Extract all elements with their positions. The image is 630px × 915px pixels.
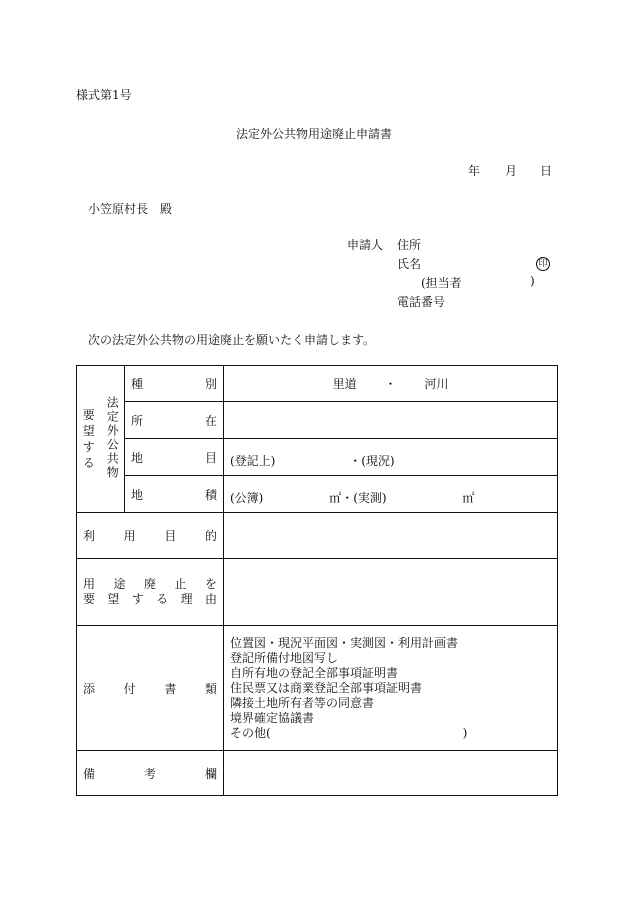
- row-reason: [77, 559, 558, 626]
- row-purpose: [77, 513, 558, 559]
- row-lot: [77, 439, 558, 476]
- date-day: 日: [540, 164, 553, 178]
- lot-value[interactable]: (登記上) ・(現況): [224, 439, 558, 476]
- attachment-item: 登記所備付地図写し: [230, 650, 339, 665]
- attachment-item: 位置図・現況平面図・実測図・利用計画書: [230, 635, 459, 650]
- purpose-label: 利 用 目 的: [77, 513, 224, 559]
- area-value[interactable]: (公簿) ㎡・(実測) ㎡: [224, 476, 558, 513]
- area-label: 地 積: [125, 476, 224, 513]
- type-label: 種 別: [125, 366, 224, 402]
- name-label: 氏名: [397, 257, 422, 271]
- type-value[interactable]: 里道 ・ 河川: [224, 366, 558, 402]
- intro-text: 次の法定外公共物の用途廃止を願いたく申請します。: [88, 333, 376, 347]
- row-attachments: [77, 626, 558, 751]
- application-table: [76, 365, 558, 796]
- location-value[interactable]: [224, 402, 558, 439]
- attachment-item: 隣接土地所有者等の同意書: [230, 695, 375, 710]
- row-location: [77, 402, 558, 439]
- attach-label: 添 付 書 類: [77, 626, 224, 751]
- date-month: 月: [505, 164, 518, 178]
- row-area: [77, 476, 558, 513]
- addressee: 小笠原村長 殿: [88, 202, 173, 216]
- reason-label: 用 途 廃 止 を 要 望 す る 理 由: [77, 559, 224, 626]
- seal-mark: [536, 255, 550, 271]
- row-remarks: [77, 751, 558, 796]
- applicant-label: 申請人: [347, 238, 384, 252]
- attachment-item: 自所有地の登記全部事項証明書: [230, 665, 399, 680]
- group-inner-label: 法定外公共物: [101, 366, 125, 513]
- group-outer-label: 要 望 す る: [77, 366, 101, 513]
- purpose-value[interactable]: [224, 513, 558, 559]
- address-label: 住所: [397, 238, 422, 252]
- form-number: 様式第1号: [76, 88, 132, 102]
- lot-label: 地 目: [125, 439, 224, 476]
- page-title: 法定外公共物用途廃止申請書: [236, 127, 393, 141]
- seal-icon: 印: [536, 257, 550, 271]
- contact-person-open: (担当者: [421, 276, 462, 290]
- location-label: 所 在: [125, 402, 224, 439]
- date-year: 年: [468, 164, 481, 178]
- reason-value[interactable]: [224, 559, 558, 626]
- attachment-item: 境界確定協議書: [230, 710, 315, 725]
- contact-person-close: ): [530, 274, 535, 288]
- attachment-item: 住民票又は商業登記全部事項証明書: [230, 680, 423, 695]
- remarks-label: 備 考 欄: [77, 751, 224, 796]
- row-type: [77, 366, 558, 402]
- attachments-list: [224, 626, 558, 751]
- attachment-item: その他( ): [230, 725, 468, 740]
- remarks-value[interactable]: [224, 751, 558, 796]
- phone-label: 電話番号: [397, 295, 446, 309]
